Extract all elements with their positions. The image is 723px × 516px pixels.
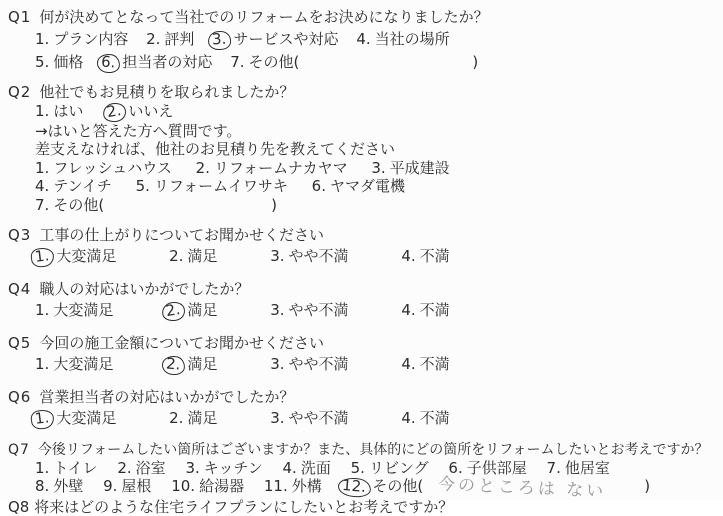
option-label: やや不満 <box>288 355 349 373</box>
question-q5-title: 今回の施工金額についてお聞かせください <box>39 334 325 352</box>
q2-followup-note: →はいと答えた方へ質問です。 <box>35 121 242 140</box>
answer-option <box>35 477 83 495</box>
answer-option <box>401 355 449 373</box>
answer-option <box>401 247 449 265</box>
circle-annotation: 1. <box>30 247 55 269</box>
clipped-question-q8: Q8 将来はどのような住宅ライフプランにしたいとお考えですか？ <box>8 498 454 516</box>
question-q1-title-line <box>8 6 723 28</box>
option-label: いいえ <box>128 101 174 120</box>
option-number: 11. <box>263 477 288 495</box>
question-q4-title-line <box>8 279 723 299</box>
option-label: 担当者の対応 <box>122 53 213 71</box>
answer-option <box>146 30 194 48</box>
q2-options-row-3 <box>8 177 723 196</box>
option-label: 満足 <box>187 301 218 319</box>
option-number: 4. <box>401 301 416 319</box>
option-number: 10. <box>171 477 196 495</box>
question-q4 <box>8 279 723 322</box>
question-q7-title: 今後リフォームしたい箇所はございますか？また、具体的にどの箇所をリフォームしたいとお考えですか？ <box>37 442 709 458</box>
option-label: トイレ <box>53 459 98 477</box>
answer-option <box>351 459 429 477</box>
option-label: はい <box>53 101 84 120</box>
option-label: 平成建設 <box>389 158 450 177</box>
answer-option <box>270 355 348 373</box>
option-number: 5. <box>350 459 365 477</box>
option-label: 評判 <box>164 30 195 48</box>
answer-option <box>171 477 244 495</box>
option-label: 不満 <box>419 301 450 319</box>
option-label: 満足 <box>187 355 218 373</box>
option-number: 1. <box>35 101 50 120</box>
q2-instruction-note: 差支えなければ、他社のお見積り先を教えてください <box>35 140 396 158</box>
option-label: その他( <box>53 195 105 214</box>
q1-options-row-2 <box>8 51 723 74</box>
answer-option-circled <box>166 355 217 373</box>
answer-option <box>35 159 172 177</box>
answer-option <box>35 459 98 477</box>
circle-annotation: 2. <box>161 355 186 376</box>
option-number: 3. <box>185 459 200 477</box>
option-label: 大変満足 <box>53 355 114 373</box>
option-number: 2. <box>117 459 132 477</box>
question-q6-title: 営業担当者の対応はいかがでしたか？ <box>39 388 295 406</box>
answer-option <box>35 102 83 120</box>
answer-option-circled <box>101 53 212 71</box>
q2-options-row-1 <box>8 102 723 122</box>
question-q1-title: 何が決めてとなって当社でのリフォームをお決めになりましたか？ <box>39 8 489 26</box>
question-q2-number: Q2 <box>8 83 32 101</box>
answer-option <box>169 409 217 427</box>
option-number: 1. <box>35 459 50 477</box>
option-label: プラン内容 <box>53 30 129 48</box>
circle-annotation: 12. <box>337 477 371 499</box>
question-q3-title: 工事の仕上がりについてお聞かせください <box>39 226 325 244</box>
option-number: 9. <box>103 477 118 495</box>
question-q1 <box>8 6 723 74</box>
answer-option <box>448 459 526 477</box>
option-label: 子供部屋 <box>466 459 527 477</box>
q6-options-row <box>8 407 723 430</box>
answer-option <box>270 301 348 319</box>
option-number: 4. <box>401 247 416 265</box>
q7-options-row-2 <box>8 474 723 502</box>
option-label: 給湯器 <box>199 477 245 495</box>
answer-option-other <box>230 53 299 71</box>
option-label: テンイチ <box>53 177 112 195</box>
option-number: 3. <box>270 355 285 373</box>
option-number: 4. <box>282 459 297 477</box>
option-number: 8. <box>35 477 50 495</box>
option-label: その他( <box>248 53 300 71</box>
option-label: 満足 <box>187 247 218 265</box>
option-label: 不満 <box>419 247 450 265</box>
question-q3 <box>8 225 723 268</box>
answer-option <box>136 177 288 195</box>
question-q5-number: Q5 <box>8 334 32 352</box>
answer-option <box>103 477 151 495</box>
q2-options-row-2 <box>8 159 723 178</box>
question-q1-number: Q1 <box>8 8 32 26</box>
paren-close: ) <box>271 195 278 214</box>
option-label: 洗面 <box>300 459 331 477</box>
answer-option <box>312 177 405 195</box>
circle-annotation: 3. <box>208 30 232 50</box>
option-number: 7. <box>546 459 561 477</box>
option-number: 7. <box>230 53 245 71</box>
option-number: 1. <box>35 30 50 48</box>
question-q4-title: 職人の対応はいかがでしたか？ <box>39 280 250 298</box>
answer-option-circled <box>35 409 116 427</box>
option-label: 不満 <box>419 409 450 427</box>
question-q7-title-line <box>8 442 723 459</box>
q4-options-row <box>8 299 723 322</box>
answer-option-other <box>35 196 104 214</box>
option-label: 不満 <box>419 355 450 373</box>
question-q7 <box>8 442 723 502</box>
option-number: 4. <box>401 355 416 373</box>
option-number: 3. <box>371 158 386 177</box>
option-label: リフォームナカヤマ <box>213 158 348 177</box>
option-label: 満足 <box>187 409 218 427</box>
option-number: 6. <box>311 177 326 195</box>
option-label: リビング <box>368 459 429 477</box>
option-label: 当社の場所 <box>374 30 450 48</box>
option-label: 大変満足 <box>56 409 117 427</box>
option-number: 6. <box>448 459 463 477</box>
question-q5-title-line <box>8 333 723 353</box>
answer-option <box>35 53 83 71</box>
option-number: 1. <box>35 158 50 177</box>
option-label: 大変満足 <box>56 247 117 265</box>
paren-close: ) <box>644 477 651 495</box>
paren-close: ) <box>472 53 479 71</box>
answer-option <box>35 301 113 319</box>
option-label: 浴室 <box>135 459 166 477</box>
answer-option <box>356 30 449 48</box>
option-number: 7. <box>35 195 50 214</box>
option-number: 3. <box>270 409 285 427</box>
option-number: 4. <box>356 30 371 48</box>
answer-option <box>35 355 113 373</box>
answer-option <box>185 459 262 477</box>
option-number: 5. <box>135 177 150 195</box>
question-q5 <box>8 333 723 376</box>
q2-options-row-4 <box>8 196 723 215</box>
option-label: その他( <box>372 477 424 495</box>
answer-option <box>547 459 610 477</box>
option-number: 1. <box>35 355 50 373</box>
q1-options-row-1 <box>8 28 723 51</box>
option-label: やや不満 <box>288 247 349 265</box>
question-q2-title-line <box>8 83 723 102</box>
circle-annotation: 6. <box>96 53 121 74</box>
q5-options-row <box>8 353 723 376</box>
option-label: 外構 <box>291 477 322 495</box>
option-number: 1. <box>35 301 50 319</box>
answer-option-circled <box>212 30 338 48</box>
answer-option-circled <box>342 477 424 495</box>
answer-option <box>35 30 128 48</box>
option-number: 2. <box>169 247 184 265</box>
question-q2 <box>8 83 723 214</box>
answer-option <box>401 409 449 427</box>
option-number: 2. <box>195 158 210 177</box>
option-label: リフォームイワサキ <box>153 177 288 195</box>
option-label: サービスや対応 <box>233 30 339 48</box>
circle-annotation: 1. <box>30 409 55 431</box>
question-q6-number: Q6 <box>8 388 32 406</box>
answer-option-circled <box>166 301 217 319</box>
answer-option <box>371 159 449 177</box>
option-label: 他居室 <box>564 459 610 477</box>
option-label: 外壁 <box>53 477 84 495</box>
answer-option <box>264 477 322 495</box>
option-number: 2. <box>146 30 161 48</box>
answer-option <box>35 177 112 195</box>
answer-option <box>401 301 449 319</box>
option-number: 4. <box>401 409 416 427</box>
q7-options-row-1 <box>8 459 723 477</box>
option-number: 5. <box>35 53 50 71</box>
option-number: 4. <box>35 177 50 195</box>
answer-option-circled <box>107 102 173 120</box>
option-label: キッチン <box>203 459 263 477</box>
option-label: 価格 <box>53 53 84 71</box>
option-label: やや不満 <box>288 409 349 427</box>
answer-option <box>270 409 348 427</box>
question-q4-number: Q4 <box>8 280 32 298</box>
option-number: 3. <box>270 301 285 319</box>
answer-option-circled <box>35 247 116 265</box>
circle-annotation: 2. <box>161 300 187 322</box>
handwritten-note: 今のところは ない <box>437 474 607 502</box>
question-q2-title: 他社でもお見積りを取られましたか？ <box>39 83 295 101</box>
option-number: 2. <box>169 409 184 427</box>
question-q3-number: Q3 <box>8 226 32 244</box>
question-q6-title-line <box>8 387 723 407</box>
answer-option <box>196 159 348 177</box>
q3-options-row <box>8 245 723 268</box>
question-q3-title-line <box>8 225 723 245</box>
option-label: ヤマダ電機 <box>329 177 405 195</box>
answer-option <box>117 459 165 477</box>
question-q6 <box>8 387 723 430</box>
option-label: やや不満 <box>288 301 349 319</box>
answer-option <box>270 247 348 265</box>
answer-option <box>283 459 331 477</box>
option-label: フレッシュハウス <box>53 158 172 177</box>
option-number: 3. <box>270 247 285 265</box>
answer-option <box>169 247 217 265</box>
question-q7-number: Q7 <box>8 442 30 458</box>
option-label: 大変満足 <box>53 301 114 319</box>
option-label: 屋根 <box>121 477 152 495</box>
circle-annotation: 2. <box>102 101 128 123</box>
